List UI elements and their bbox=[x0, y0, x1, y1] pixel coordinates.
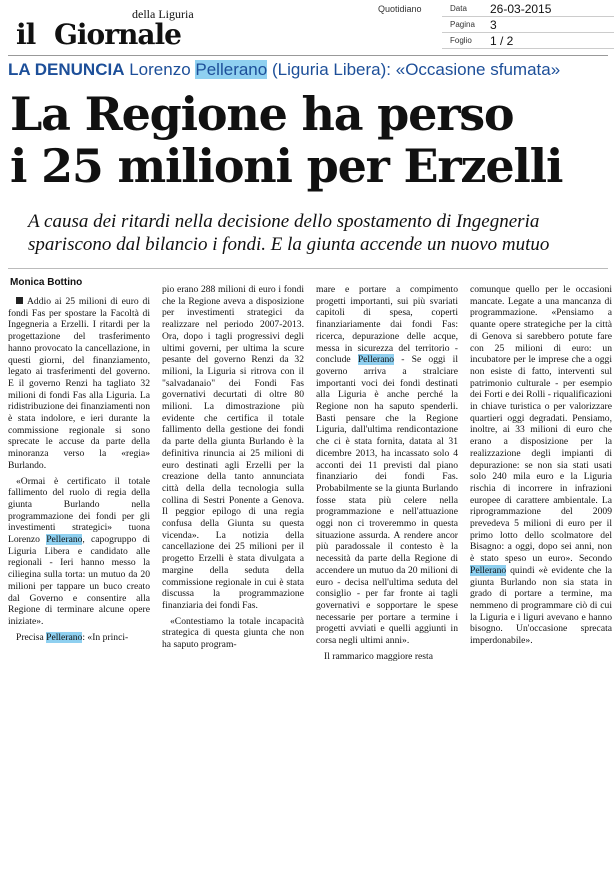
meta-row-data bbox=[442, 2, 614, 17]
paragraph: Addio ai 25 milioni di euro di fondi Fas per spostare la Facoltà di Ingegneria a Erzelli. I ritardi per la progettazione del trasferimento hanno provocato la cancellazione, in questi giorni, del finanziamento, legato ai trasferimenti del governo. E il governo Renzi ha tagliato 32 milioni di fondi Fas alla Liguria. La ridistribuzione dei finanziamenti non è stata indolore, e ieri durante la commissione regionale si sono sprecate le accuse da parte della minoranza verso la «regia» Burlando. bbox=[8, 296, 150, 471]
masthead-logo bbox=[14, 4, 224, 50]
data-value: 26-03-2015 bbox=[490, 2, 552, 16]
paragraph: Il rammarico maggiore resta bbox=[324, 650, 433, 662]
kicker bbox=[8, 60, 608, 80]
paragraph-square-icon bbox=[16, 297, 23, 304]
foglio-value: 1 / 2 bbox=[490, 34, 514, 48]
logo-giornale: Giornale bbox=[54, 18, 181, 51]
column-2 bbox=[162, 284, 304, 651]
logo-il: il bbox=[16, 18, 36, 51]
column-3 bbox=[316, 284, 458, 663]
highlight-pellerano: Pellerano bbox=[357, 354, 395, 366]
kicker-label: LA DENUNCIA bbox=[8, 60, 125, 79]
column-4 bbox=[470, 284, 612, 647]
highlight-pellerano: Pellerano bbox=[470, 564, 507, 576]
highlight-pellerano: Pellerano bbox=[46, 534, 83, 546]
pagina-value: 3 bbox=[490, 18, 497, 32]
subheadline bbox=[28, 210, 614, 256]
kicker-name-first: Lorenzo bbox=[129, 60, 191, 79]
quotidiano-label: Quotidiano bbox=[378, 4, 422, 14]
kicker-rest: (Liguria Libera): «Occasione sfumata» bbox=[271, 60, 561, 79]
paragraph: pio erano 288 milioni di euro i fondi che la Regione aveva a disposizione per investimenti strategici da realizzare nel periodo 2007-2013. Ora, dopo i tagli progressivi degli ultimi governi, per ultima la scure pesante del governo Renzi da 32 milioni, la Liguria si ritrova con il "salvadanaio" dei Fondi Fas governativi decurtati di oltre 80 milioni. La dimostrazione più evidente che certifica il totale fallimento della gestione dei fondi da parte della giunta Burlando è la definitiva rinuncia ai 25 milioni di euro destinati agli Erzelli per la creazione della tanto annunciata città della della tecnologia sulla collina di Sestri Ponente a Genova. Il peggior epilogo di una regia confusa della Giunta su questa vicenda». La notizia della cancellazione dei 25 milioni per il progetto Erzelli è stata divulgata a margine della seduta della commissione regionale in cui è stata discussa la programmazione finanziaria dei fondi Fas. bbox=[162, 284, 304, 611]
meta-row-foglio bbox=[442, 34, 614, 49]
kicker-name-highlight: Pellerano bbox=[195, 60, 268, 79]
sub-rule bbox=[8, 268, 608, 269]
paragraph: «Ormai è certificato il totale fallimento del ruolo di regia della giunta Burlando nella programmazione dei fondi per gli investimenti strategici» tuona Lorenzo Pellerano, capogruppo di Liguria Libera e candidato alle regionali - Ieri hanno messo la ciliegina sulla torta: un mutuo da 20 milioni per tappare un buco creato dal Governo e consentire alla Regione di terminare alcune opere iniziate». bbox=[8, 475, 150, 627]
headline-line-1: La Regione ha perso bbox=[10, 87, 514, 141]
headline bbox=[10, 88, 610, 192]
pagina-label: Pagina bbox=[450, 20, 475, 29]
column-1 bbox=[8, 296, 150, 643]
data-label: Data bbox=[450, 4, 467, 13]
meta-box bbox=[442, 2, 614, 50]
paragraph: Precisa Pellerano: «In princi- bbox=[16, 631, 129, 643]
paragraph: comunque quello per le occasioni mancate. Legate a una mancanza di programmazione. «Pensiamo a quante opere strategiche per la città di Genova si sarebbero potute fare con 25 milioni di euro: un incubatore per le imprese che a oggi non esiste di fatto, interventi sul patrimonio culturale - per esempio dei Forti e dei Rolli - riqualificazioni in chiave turistica o per valorizzare quartieri oggi degradati. Pensiamo, inoltre, ai 33 milioni di euro che erano a disposizione per la realizzazione degli impianti di depurazione: se non sia stati usati solo 240 mila euro e la Liguria rischia di incorrere in infrazioni europee di carattere ambientale. La riprogrammazione del 2009 prevedeva 5 milioni di euro per il primo lotto dello scolmatore del Bisagno: a oggi, dopo sei anni, non è stato speso un euro». Secondo Pellerano quindi «è evidente che la giunta Burlando non sia stata in grado di portare a termine, ma nemmeno di programmare ciò di cui la Liguria e i liguri avevano e hanno bisogno. Un'occasione sprecata imperdonabile». bbox=[470, 284, 612, 647]
paragraph: «Contestiamo la totale incapacità strategica di questa giunta che non ha saputo program- bbox=[162, 615, 304, 651]
headline-line-2: i 25 milioni per Erzelli bbox=[10, 139, 563, 193]
byline: Monica Bottino bbox=[10, 277, 83, 288]
article-body bbox=[8, 284, 612, 764]
paragraph: mare e portare a compimento progetti importanti, sui più svariati capitoli di spesa, coperti finanziariamente dai fondi Fas: ricerca, depurazione delle acque, messa in sicurezza del territorio - conclude Pellerano - Se oggi il governo arriva a stralciare importanti voci dei fondi destinati alla Liguria è anche perché la Regione non ha saputo spenderli. Basti pensare che la Regione Liguria, dall'ultima rendicontazione che ci è stata fornita, datata al 31 dicembre 2013, ha incassato solo 4 acconti dei 11 previsti dal piano finanziario dei fondi Fas. Probabilmente se la giunta Burlando fosse stata più celere nella programmazione e nell'attuazione oggi non ci troveremmo in questa situazione assurda. A rendere ancor più paradossale il contesto è la necessità da parte della Regione di accendere un mutuo da 20 milioni di euro - decisa nell'ultima seduta del consiglio - per far fronte ai tagli governativi e sopportare le spese necessarie per portare a termine i progetti avviati e quelli aggiunti in corsa negli ultimi anni». bbox=[316, 284, 458, 647]
highlight-pellerano: Pellerano bbox=[46, 631, 83, 643]
subhead-line-1: A causa dei ritardi nella decisione dello spostamento di Ingegneria bbox=[28, 211, 540, 232]
meta-row-pagina bbox=[442, 18, 614, 33]
subhead-line-2: spariscono dal bilancio i fondi. E la giunta accende un nuovo mutuo bbox=[28, 234, 550, 255]
foglio-label: Foglio bbox=[450, 36, 472, 45]
logo-subtitle: della Liguria bbox=[132, 7, 194, 21]
top-rule bbox=[8, 55, 608, 56]
